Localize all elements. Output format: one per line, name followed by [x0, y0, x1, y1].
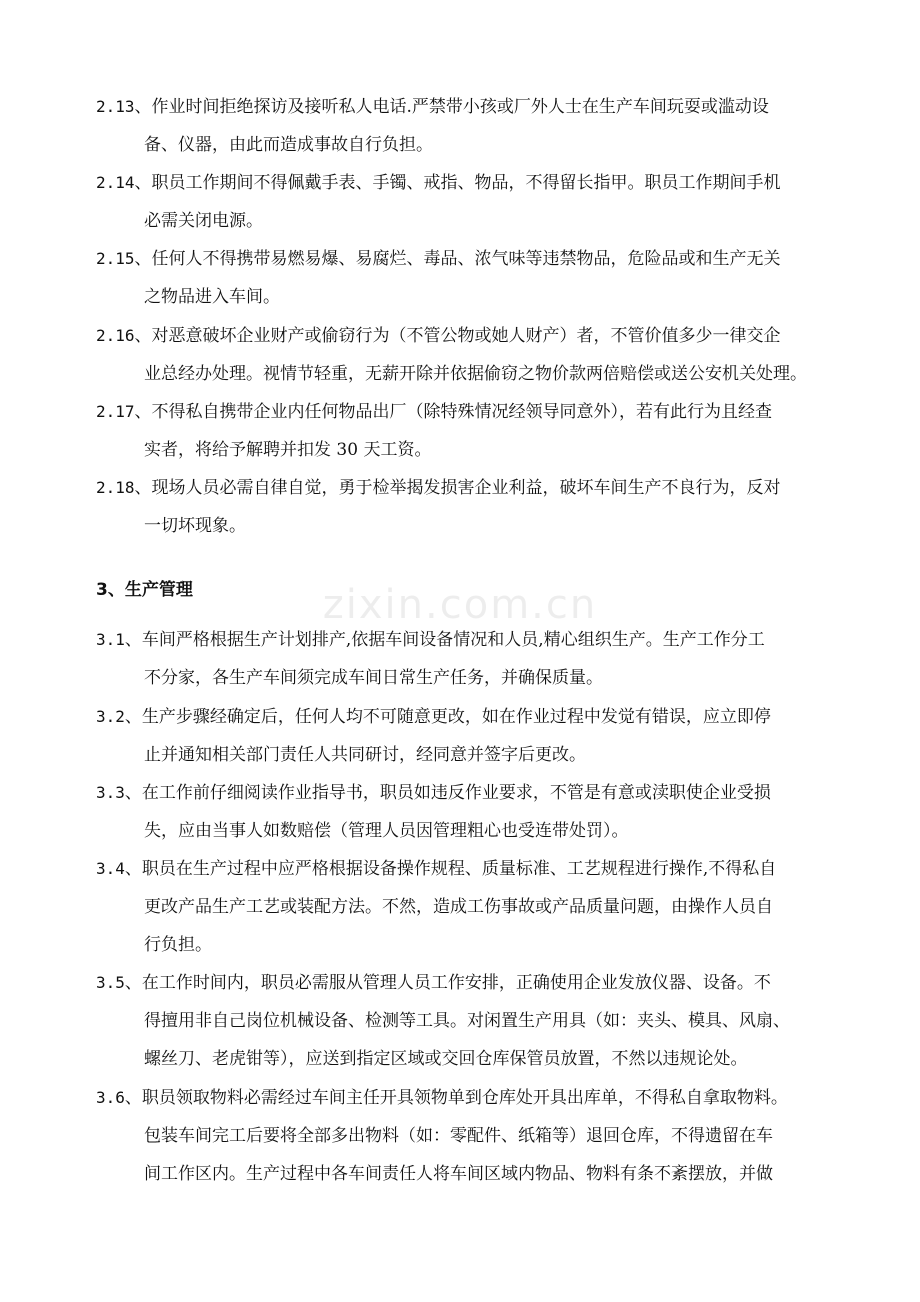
- rule-3-1: [96, 621, 836, 697]
- rule-2-16: [96, 317, 836, 393]
- rule-3-4: [96, 850, 836, 964]
- rule-text-continued: 不分家，各生产车间须完成车间日常生产任务，并确保质量。: [144, 668, 603, 688]
- rule-number: 3.6: [96, 1088, 125, 1107]
- rule-text: 、作业时间拒绝探访及接听私人电话.严禁带小孩或厂外人士在生产车间玩耍或滥动设: [134, 97, 769, 117]
- rule-number: 2.16: [96, 326, 135, 345]
- rule-2-17: [96, 393, 836, 469]
- rule-text: 、在工作前仔细阅读作业指导书，职员如违反作业要求，不管是有意或渎职使企业受损: [124, 783, 771, 803]
- rule-2-15: [96, 240, 836, 316]
- rule-number: 3.1: [96, 630, 125, 649]
- rule-text-continued: 行负担。: [144, 935, 212, 955]
- rule-text-continued: 业总经办处理。视情节轻重，无薪开除并依据偷窃之物价款两倍赔偿或送公安机关处理。: [144, 364, 807, 384]
- rule-number: 2.18: [96, 478, 135, 497]
- rule-text-continued: 之物品进入车间。: [144, 287, 280, 307]
- rule-text-continued: 包装车间完工后要将全部多出物料（如：零配件、纸箱等）退回仓库，不得遗留在车: [144, 1126, 773, 1146]
- rule-number: 2.14: [96, 173, 135, 192]
- rule-text-continued: 实者，将给予解聘并扣发 30 天工资。: [144, 440, 432, 460]
- rule-text-continued: 一切坏现象。: [144, 516, 246, 536]
- rule-number: 3.5: [96, 973, 125, 992]
- rule-text: 、职员工作期间不得佩戴手表、手镯、戒指、物品，不得留长指甲。职员工作期间手机: [134, 173, 781, 193]
- rule-2-18: [96, 469, 836, 545]
- rule-2-14: [96, 164, 836, 240]
- rule-text: 、职员领取物料必需经过车间主任开具领物单到仓库处开具出库单，不得私自拿取物料。: [124, 1088, 788, 1108]
- rule-text-continued: 得擅用非自己岗位机械设备、检测等工具。对闲置生产用具（如：夹头、模具、风扇、: [144, 1011, 790, 1031]
- rule-text-continued: 必需关闭电源。: [144, 211, 263, 231]
- rule-text: 、对恶意破坏企业财产或偷窃行为（不管公物或她人财产）者，不管价值多少一律交企: [134, 326, 781, 346]
- rule-text-continued: 止并通知相关部门责任人共同研讨，经同意并签字后更改。: [144, 745, 586, 765]
- rule-number: 3.4: [96, 859, 125, 878]
- rule-3-2: [96, 698, 836, 774]
- rule-text-continued: 更改产品生产工艺或装配方法。不然，造成工伤事故或产品质量问题，由操作人员自: [144, 897, 773, 917]
- rule-text: 、现场人员必需自律自觉，勇于检举揭发损害企业利益，破坏车间生产不良行为，反对: [134, 478, 781, 498]
- rule-2-13: [96, 88, 836, 164]
- rule-text: 、车间严格根据生产计划排产,依据车间设备情况和人员,精心组织生产。生产工作分工: [124, 630, 765, 650]
- rule-number: 2.17: [96, 402, 135, 421]
- rule-3-5: [96, 964, 836, 1078]
- rule-text: 、在工作时间内，职员必需服从管理人员工作安排，正确使用企业发放仪器、设备。不: [124, 973, 771, 993]
- rule-number: 2.15: [96, 249, 135, 268]
- rule-number: 3.2: [96, 707, 125, 726]
- rule-text: 、职员在生产过程中应严格根据设备操作规程、质量标准、工艺规程进行操作,不得私自: [124, 859, 777, 879]
- rule-number: 2.13: [96, 97, 135, 116]
- rule-3-6: [96, 1079, 836, 1193]
- section-heading: 3、生产管理: [96, 580, 193, 600]
- rule-number: 3.3: [96, 783, 125, 802]
- rule-text: 、任何人不得携带易燃易爆、易腐烂、毒品、浓气味等违禁物品，危险品或和生产无关: [134, 249, 781, 269]
- rule-text-continued: 螺丝刀、老虎钳等），应送到指定区域或交回仓库保管员放置，不然以违规论处。: [144, 1049, 748, 1069]
- rule-text: 、不得私自携带企业内任何物品出厂（除特殊情况经领导同意外），若有此行为且经查: [134, 402, 773, 422]
- rule-text-continued: 间工作区内。生产过程中各车间责任人将车间区域内物品、物料有条不紊摆放，并做: [144, 1164, 773, 1184]
- rule-3-3: [96, 774, 836, 850]
- watermark: zixin.com.cn: [322, 582, 598, 628]
- rule-text-continued: 备、仪器，由此而造成事故自行负担。: [144, 135, 433, 155]
- rule-text: 、生产步骤经确定后，任何人均不可随意更改，如在作业过程中发觉有错误，应立即停: [124, 707, 771, 727]
- rule-text-continued: 失，应由当事人如数赔偿（管理人员因管理粗心也受连带处罚）。: [144, 821, 629, 841]
